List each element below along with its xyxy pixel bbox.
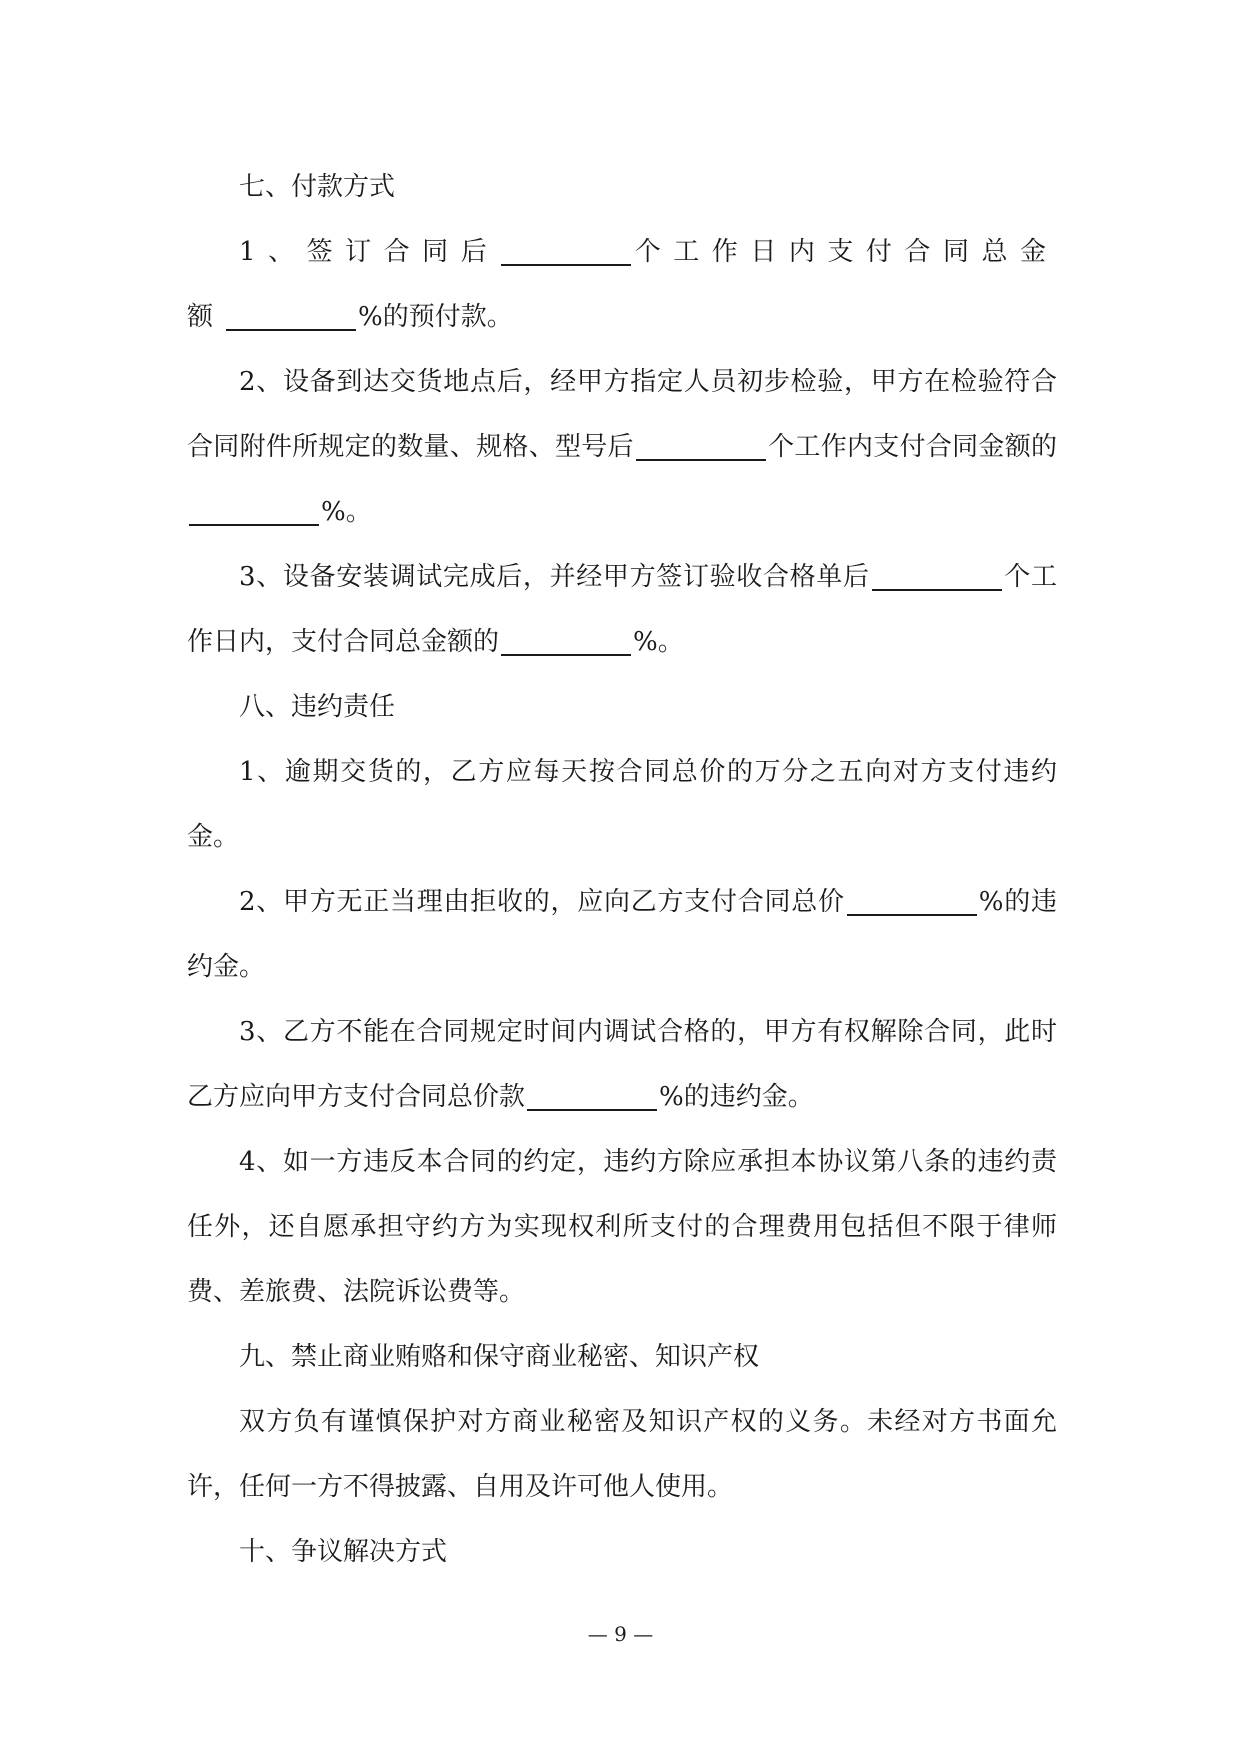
fill-in-blank[interactable] (501, 628, 631, 656)
fill-in-blank[interactable] (527, 1083, 657, 1111)
clause-liability-2 (187, 870, 1057, 1000)
clause-liability-4 (187, 1130, 1057, 1325)
clause-text: 4、如一方违反本合同的约定，违约方除应承担本协议第八条的违约责任外，还自愿承担守约方为实现权利所支付的合理费用包括但不限于律师费、差旅费、法院诉讼费等。 (187, 1147, 1057, 1307)
clause-liability-1 (187, 740, 1057, 870)
heading-text: 八、违约责任 (239, 692, 396, 722)
clause-text: %的违约金。 (659, 1082, 814, 1112)
clause-text: 个工作日内支付合同总金额 (187, 237, 1057, 332)
heading-text: 九、禁止商业贿赂和保守商业秘密、知识产权 (239, 1342, 760, 1372)
clause-payment-1 (187, 220, 1057, 350)
fill-in-blank[interactable] (847, 888, 977, 916)
clause-text: %。 (321, 497, 372, 527)
clause-text: %。 (633, 627, 684, 657)
section-heading-confidentiality (187, 1325, 1057, 1390)
clause-text: 1、签订合同后 (239, 237, 500, 267)
clause-text: 1、逾期交货的，乙方应每天按合同总价的万分之五向对方支付违约金。 (187, 757, 1057, 852)
section-heading-dispute (187, 1520, 1057, 1585)
clause-payment-2 (187, 350, 1057, 545)
clause-payment-3 (187, 545, 1057, 675)
document-body (187, 155, 1057, 1585)
clause-confidentiality-1 (187, 1390, 1057, 1520)
section-heading-payment (187, 155, 1057, 220)
page-number: — 9 — (587, 1622, 654, 1646)
heading-text: 十、争议解决方式 (239, 1537, 448, 1567)
clause-text: 3、设备安装调试完成后，并经甲方签订验收合格单后 (239, 562, 870, 592)
clause-text: %的违约金。 (187, 887, 1057, 982)
fill-in-blank[interactable] (189, 498, 319, 526)
clause-text: %的预付款。 (358, 302, 513, 332)
fill-in-blank[interactable] (501, 238, 631, 266)
fill-in-blank[interactable] (226, 303, 356, 331)
clause-liability-3 (187, 1000, 1057, 1130)
section-heading-liability (187, 675, 1057, 740)
clause-text: 个工作内支付合同金额的 (767, 432, 1057, 462)
clause-text: 个工作日内，支付合同总金额的 (187, 562, 1057, 657)
clause-text: 2、甲方无正当理由拒收的，应向乙方支付合同总价 (239, 887, 845, 917)
clause-text: 双方负有谨慎保护对方商业秘密及知识产权的义务。未经对方书面允许，任何一方不得披露、自用及许可他人使用。 (187, 1407, 1057, 1502)
fill-in-blank[interactable] (636, 433, 766, 461)
clause-text: 3、乙方不能在合同规定时间内调试合格的，甲方有权解除合同，此时乙方应向甲方支付合同总价款 (187, 1017, 1057, 1112)
fill-in-blank[interactable] (872, 563, 1002, 591)
heading-text: 七、付款方式 (239, 172, 396, 202)
clause-text: 2、设备到达交货地点后，经甲方指定人员初步检验，甲方在检验符合合同附件所规定的数量、规格、型号后 (187, 367, 1057, 462)
